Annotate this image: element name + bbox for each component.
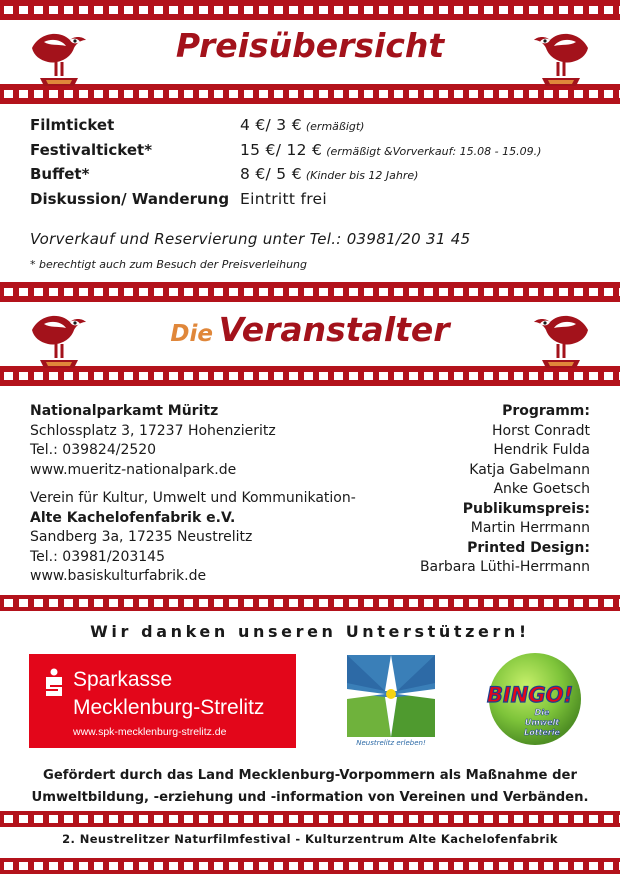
film-strip [0,84,620,104]
funding-line: Umweltbildung, -erziehung und -information von Vereinen und Verbänden. [31,790,589,805]
price-list [30,116,541,214]
price-row [30,116,541,141]
bingo-line1: Die [534,708,550,717]
funding-note [0,765,620,809]
film-strip [0,811,620,827]
price-note: (ermäßigt &Vorverkauf: 15.08 - 15.09.) [326,144,542,158]
credits-program-label: Programm: [502,403,590,419]
price-label: Diskussion/ Wanderung [30,189,230,208]
film-strip [0,282,620,302]
bingo-line3: Lotterie [524,728,560,737]
price-label: Filmticket [30,116,115,134]
organizers-title-main: Veranstalter [218,310,450,349]
organizer-web: www.basiskulturfabrik.de [30,568,207,584]
footer-text: 2. Neustrelitzer Naturfilmfestival - Kulturzentrum Alte Kachelofenfabrik [62,832,558,846]
price-value: 15 €/ 12 € [240,140,323,159]
price-note: (Kinder bis 12 Jahre) [305,169,419,182]
film-strip [0,366,620,386]
funding-line: Gefördert durch das Land Mecklenburg-Vorpommern als Maßnahme der [43,768,577,783]
bingo-word: BINGO! [486,683,574,707]
price-label: Festivalticket* [30,140,153,159]
price-row [30,190,541,215]
price-value: Eintritt frei [240,189,327,208]
film-strip-bottom [0,858,620,874]
organizer-web: www.mueritz-nationalpark.de [30,461,237,478]
credits-name: Barbara Lüthi-Herrmann [419,559,590,575]
price-row [30,165,541,190]
price-value: 8 €/ 5 € [240,165,302,183]
sparkasse-s-icon [43,668,65,698]
sparkasse-name: Sparkasse [73,668,173,691]
credits-design-label: Printed Design: [467,539,590,556]
price-label: Buffet* [30,165,90,183]
credits-award-label: Publikumspreis: [462,500,590,517]
booking-info: Vorverkauf und Reservierung unter Tel.: 03981/20 31 45 [30,230,471,248]
sparkasse-logo [29,654,296,748]
price-note: (ermäßigt) [305,120,365,133]
organizers-title-prefix: Die [170,321,213,347]
organizer-name: Nationalparkamt Müritz [30,403,219,419]
film-strip-top [0,0,620,20]
organizer-address: Schlossplatz 3, 17237 Hohenzieritz [30,422,276,439]
organizer-phone: Tel.: 039824/2520 [30,442,157,458]
sparkasse-region: Mecklenburg-Strelitz [73,696,265,719]
organizer-1 [30,402,276,480]
organizer-address: Sandberg 3a, 17235 Neustrelitz [30,529,253,545]
credits-name: Horst Conradt [491,422,590,439]
sparkasse-url: www.spk-mecklenburg-strelitz.de [73,726,227,738]
film-strip [0,595,620,611]
credits-name: Katja Gabelmann [469,461,590,478]
organizers-title [0,310,620,349]
organizer-2 [30,489,356,587]
bingo-lottery-logo [480,644,590,754]
organizer-phone: Tel.: 03981/203145 [30,548,165,565]
bingo-line2: Umwelt [524,718,560,727]
price-row [30,141,541,166]
organizer-line: Verein für Kultur, Umwelt und Kommunikation- [30,490,356,506]
credits-name: Martin Herrmann [470,520,590,536]
thanks-heading: Wir danken unseren Unterstützern! [90,622,530,641]
prices-title: Preisübersicht [175,26,445,65]
organizer-name: Alte Kachelofenfabrik e.V. [30,509,236,526]
credits [420,402,590,578]
credits-name: Anke Goetsch [493,481,590,497]
price-value: 4 €/ 3 € [240,116,302,134]
neustrelitz-caption: Neustrelitz erleben! [356,739,426,747]
footnote: * berechtigt auch zum Besuch der Preisverleihung [30,258,307,271]
credits-name: Hendrik Fulda [493,442,590,458]
neustrelitz-logo-icon [345,653,437,749]
